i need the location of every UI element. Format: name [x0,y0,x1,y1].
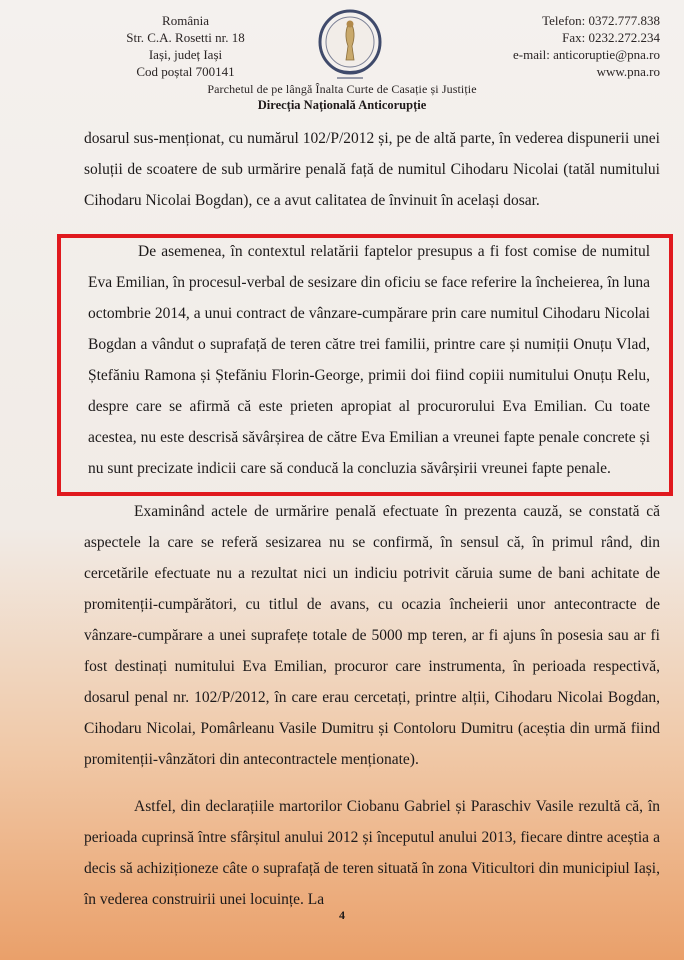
header-country: România [162,13,209,28]
dna-emblem-icon [317,8,383,82]
paragraph-2-highlighted: De asemenea, în contextul relatării faptelor presupus a fi fost comise de numitul Eva Emilian, în procesul-verbal de sesizare din oficiu se face referire la încheierea, în luna octombrie 2014, a unui contract de vânzare-cumpărare prin care numitul Cihodaru Nicolai Bogdan a vândut o suprafață de teren către trei familii, printre care și numiții Onuțu Vlad, Ștefăniu Ramona și Ștefăniu Florin-George, primii doi fiind copiii numitului Onuțu Relu, despre care se afirmă că este prieten apropiat al procurorului Eva Emilian. Cu toate acestea, nu este descrisă săvârșirea de către Eva Emilian a vreunei fapte penale concrete și nu sunt precizate indicii care să conducă la concluzia săvârșirii vreunei fapte penale. [88,243,650,477]
header-street: Str. C.A. Rosetti nr. 18 [126,30,245,45]
header-email: e-mail: anticoruptie@pna.ro [513,47,660,62]
header-city: Iași, județ Iași [148,47,223,62]
header-directorate: Direcția Națională Anticorupție [257,98,427,112]
paragraph-3: Examinând actele de urmărire penală efectuate în prezenta cauză, se constată că aspectele la care se referă sesizarea nu se confirmă, în sensul că, în primul rând, din cercetările efectuate nu a rezultat nici un indiciu potrivit căruia sume de bani achitate de promitenții-cumpărători, cu titlul de avans, cu ocazia încheierii unor antecontracte de vânzare-cumpărare a unei suprafețe totale de 5000 mp teren, ar fi ajuns în posesia sau ar fi fost destinați numitului Eva Emilian, procuror care instrumenta, în perioada respectivă, dosarul penal nr. 102/P/2012, în care erau cercetați, printre alții, Cihodaru Nicolai Bogdan, Cihodaru Nicolai, Pomârleanu Vasile Dumitru și Contoloru Dumitru (aceștia din urmă fiind promitenții-vânzători din antecontractele menționate). [84,503,660,768]
paragraph-1: dosarul sus-menționat, cu numărul 102/P/2012 și, pe de altă parte, în vederea dispunerii unei soluții de scoatere de sub urmărire penală față de numitul Cihodaru Nicolai (tatăl numitului Cihodaru Nicolai Bogdan), ce a avut calitatea de învinuit în același dosar. [84,130,660,209]
header-institution: Parchetul de pe lângă Înalta Curte de Casație și Justiție [207,82,477,96]
header-postal: Cod poștal 700141 [136,64,235,79]
header-contact [440,12,660,80]
header-fax: Fax: 0232.272.234 [562,30,660,45]
header-phone: Telefon: 0372.777.838 [542,13,660,28]
header-website: www.pna.ro [596,64,660,79]
paragraph-4: Astfel, din declarațiile martorilor Ciobanu Gabriel și Paraschiv Vasile rezultă că, în perioada cuprinsă între sfârșitul anului 2012 și începutul anului 2013, fiecare dintre aceștia a decis să achiziționeze câte o suprafață de teren situată în zona Viticultori din municipiul Iași, în vederea construirii unei locuințe. La [84,798,660,908]
page-number: 4 [339,908,345,922]
header-address [98,12,273,80]
highlight-box [57,234,673,496]
